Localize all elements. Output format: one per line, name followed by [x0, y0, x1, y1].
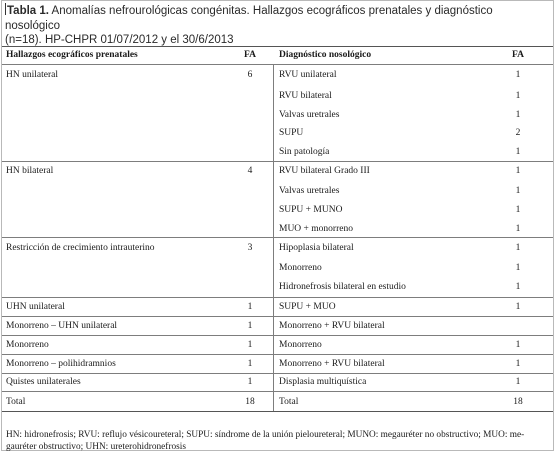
finding-cell: Monorreno – UHN unilateral — [6, 321, 118, 331]
diagnosis-fa-cell: 1 — [515, 224, 521, 234]
finding-cell: HN bilateral — [6, 166, 54, 176]
diagnosis-cell: SUPU + MUNO — [279, 205, 343, 215]
header-diagnostico: Diagnóstico nosológico — [279, 50, 372, 60]
finding-fa-cell: 1 — [247, 359, 253, 369]
total-fa-diagnosis: 18 — [513, 397, 523, 407]
group-rule-2 — [2, 237, 553, 238]
finding-cell: Monorreno — [6, 340, 49, 350]
group-rule-7 — [2, 373, 553, 374]
header-fa-2: FA — [512, 50, 524, 60]
group-rule-5 — [2, 335, 553, 336]
finding-fa-cell: 1 — [247, 340, 253, 350]
diagnosis-fa-cell: 1 — [515, 91, 521, 101]
diagnosis-fa-cell: 1 — [515, 147, 521, 157]
diagnosis-cell: Hidronefrosis bilateral en estudio — [279, 282, 406, 292]
total-fa: 18 — [245, 397, 255, 407]
group-rule-4 — [2, 316, 553, 317]
header-hallazgos: Hallazgos ecográficos prenatales — [6, 50, 138, 60]
diagnosis-fa-cell: 1 — [515, 205, 521, 215]
column-divider — [273, 64, 274, 411]
diagnosis-fa-cell: 1 — [515, 186, 521, 196]
diagnosis-cell: Valvas uretrales — [279, 186, 340, 196]
diagnosis-fa-cell: 1 — [515, 359, 521, 369]
finding-cell: UHN unilateral — [6, 302, 65, 312]
header-fa-1: FA — [244, 50, 256, 60]
diagnosis-fa-cell: 1 — [515, 110, 521, 120]
diagnosis-fa-cell: 1 — [515, 70, 521, 80]
total-label: Total — [6, 397, 26, 407]
diagnosis-cell: Sin patología — [279, 147, 330, 157]
diagnosis-cell: Valvas uretrales — [279, 110, 340, 120]
diagnosis-fa-cell: 1 — [515, 243, 521, 253]
finding-fa-cell: 6 — [247, 70, 253, 80]
caption-label: Tabla 1. — [7, 5, 49, 17]
diagnosis-cell: SUPU + MUO — [279, 302, 336, 312]
total-label-diagnosis: Total — [279, 397, 299, 407]
diagnosis-cell: Monorreno + RVU bilateral — [279, 321, 385, 331]
diagnosis-fa-cell: 2 — [515, 128, 521, 138]
finding-fa-cell: 1 — [247, 321, 253, 331]
diagnosis-cell: Hipoplasia bilateral — [279, 243, 354, 253]
diagnosis-fa-cell: 1 — [515, 377, 521, 387]
finding-cell: HN unilateral — [6, 70, 58, 80]
caption-text-line2: (n=18). HP-CHPR 01/07/2012 y el 30/6/2013 — [5, 34, 234, 46]
diagnosis-cell: Displasia multiquística — [279, 377, 367, 387]
finding-fa-cell: 1 — [247, 377, 253, 387]
table-frame — [1, 0, 554, 451]
group-rule-3 — [2, 297, 553, 298]
diagnosis-cell: SUPU — [279, 128, 304, 138]
diagnosis-cell: MUO + monorreno — [279, 224, 353, 234]
header-bottom-rule — [2, 64, 553, 65]
finding-cell: Monorreno – polihidramnios — [6, 359, 116, 369]
table-caption — [5, 3, 550, 48]
header-top-rule — [2, 46, 553, 47]
footnote-line1: HN: hidronefrosis; RVU: reflujo vésicoureteral; SUPU: síndrome de la unión pieloureteral; MUNO: megauréter no obstructivo; MUO: me- — [6, 430, 525, 440]
group-rule-6 — [2, 354, 553, 355]
diagnosis-fa-cell: 1 — [515, 340, 521, 350]
finding-fa-cell: 3 — [247, 243, 253, 253]
diagnosis-fa-cell: 1 — [515, 263, 521, 273]
diagnosis-cell: RVU bilateral — [279, 91, 332, 101]
diagnosis-fa-cell: 1 — [515, 302, 521, 312]
diagnosis-cell: RVU unilateral — [279, 70, 337, 80]
finding-fa-cell: 1 — [247, 302, 253, 312]
diagnosis-cell: RVU bilateral Grado III — [279, 166, 370, 176]
footnote-line2: gauréter obstructivo; UHN: ureterohidronefrosis — [6, 442, 186, 452]
diagnosis-cell: Monorreno + RVU bilateral — [279, 359, 385, 369]
finding-cell: Quistes unilaterales — [6, 377, 81, 387]
diagnosis-cell: Monorreno — [279, 340, 322, 350]
diagnosis-fa-cell: 1 — [515, 166, 521, 176]
finding-cell: Restricción de crecimiento intrauterino — [6, 243, 155, 253]
group-rule-8 — [2, 391, 553, 392]
caption-bar — [5, 3, 6, 15]
caption-text-line1: Anomalías nefrourológicas congénitas. Hallazgos ecográficos prenatales y diagnóstico nosológico — [5, 5, 493, 32]
finding-fa-cell: 4 — [247, 166, 253, 176]
diagnosis-fa-cell: 1 — [515, 282, 521, 292]
group-rule-1 — [2, 161, 553, 162]
diagnosis-cell: Monorreno — [279, 263, 322, 273]
table-bottom-rule — [2, 411, 553, 412]
